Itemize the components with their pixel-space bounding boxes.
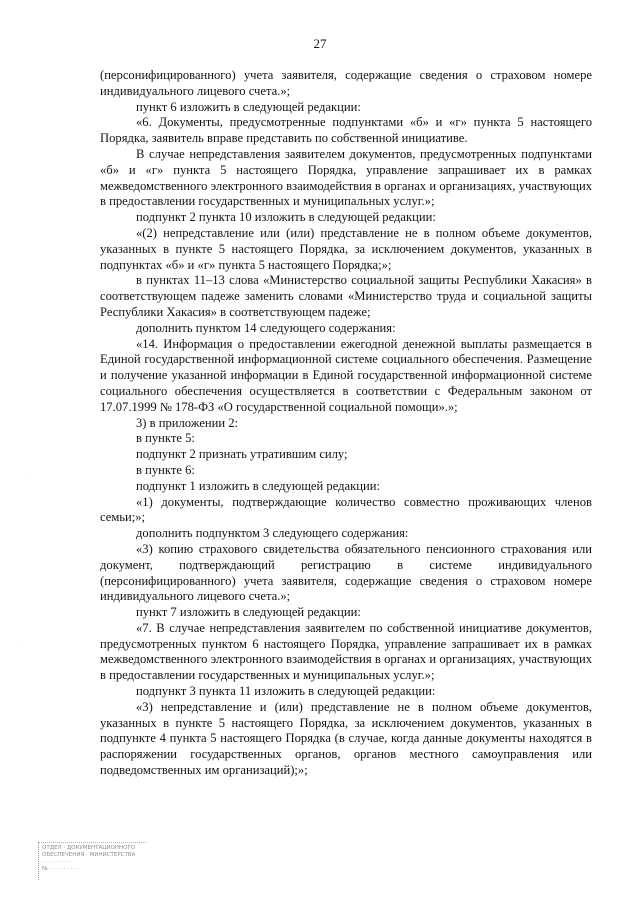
- paragraph: подпункт 3 пункта 11 изложить в следующей редакции:: [136, 684, 436, 699]
- paragraph: «3) копию страхового свидетельства обязательного пенсионного страхования или документ, подтверждающий регистрацию в системе индивидуального (персонифицированного) учета заявителя, содержащие сведения о страховом номере индивидуального лицевого счета.»;: [100, 541, 592, 604]
- paragraph: в пункте 6:: [136, 462, 195, 477]
- paragraph: 3) в приложении 2:: [136, 415, 239, 430]
- paragraph: В случае непредставления заявителем документов, предусмотренных подпунктами «б» и «г» пункта 5 настоящего Порядка, управление запрашивает их в рамках межведомственного электронного взаимодействия в органах и организациях, участвующих в предоставлении государственных и муниципальных услуг.»;: [100, 146, 592, 209]
- paragraph: подпункт 2 признать утратившим силу;: [136, 447, 348, 462]
- stamp-line: № · · · · · · · · ·: [42, 866, 80, 872]
- paragraph: «14. Информация о предоставлении ежегодной денежной выплаты размещается в Единой государственной информационной системе социального обеспечения. Размещение и получение указанной информации в Единой государственной информационной системе социального обеспечения осуществляется в соответствии с Федеральным законом от 17.07.1999 № 178-ФЗ «О государственной социальной помощи».»;: [100, 336, 592, 414]
- stamp-line: ОТДЕЛ · ДОКУМЕНТАЦИОННОГО: [42, 845, 136, 851]
- paragraph: дополнить подпунктом 3 следующего содержания:: [136, 526, 409, 541]
- paragraph: в пункте 5:: [136, 431, 195, 446]
- paragraph: подпункт 1 изложить в следующей редакции:: [136, 478, 380, 493]
- paragraph: «(2) непредставление или (или) представление не в полном объеме документов, указанных в пункте 5 настоящего Порядка, за исключением документов, указанных в подпунктах «б» и «г» пункта 5 настоящего Порядка;»;: [100, 225, 592, 272]
- page-number: 27: [313, 36, 327, 51]
- document-body: [100, 68, 592, 779]
- stamp-line: ОБЕСПЕЧЕНИЯ · МИНИСТЕРСТВА: [42, 852, 136, 858]
- paragraph: «1) документы, подтверждающие количество совместно проживающих членов семьи;»;: [100, 494, 592, 525]
- stamp-line: · · · · · · · · ·: [42, 859, 72, 865]
- scan-speck: ·: [28, 470, 30, 477]
- paragraph: подпункт 2 пункта 10 изложить в следующей редакции:: [136, 210, 436, 225]
- paragraph: пункт 6 изложить в следующей редакции:: [136, 99, 361, 114]
- paragraph: «7. В случае непредставления заявителем по собственной инициативе документов, предусмотренных пунктом 6 настоящего Порядка, управление запрашивает их в рамках межведомственного электронного взаимодействия в органах и организациях, участвующих в предоставлении государственных и муниципальных услуг.»;: [100, 620, 592, 683]
- paragraph: дополнить пунктом 14 следующего содержания:: [136, 320, 396, 335]
- registration-stamp: [38, 842, 146, 880]
- scan-speck: ·: [22, 640, 24, 647]
- paragraph: пункт 7 изложить в следующей редакции:: [136, 605, 361, 620]
- paragraph: «6. Документы, предусмотренные подпунктами «б» и «г» пункта 5 настоящего Порядка, заявитель вправе представить по собственной инициативе.: [100, 115, 592, 146]
- paragraph: в пунктах 11–13 слова «Министерство социальной защиты Республики Хакасия» в соответствующем падеже заменить словами «Министерство труда и социальной защиты Республики Хакасия» в соответствующем падеже;: [100, 273, 592, 319]
- paragraph: «3) непредставление и (или) представление не в полном объеме документов, указанных в пункте 5 настоящего Порядка, за исключением документов, указанных в подпункте 4 пункта 5 настоящего Порядка (в случае, когда данные документы находятся в распоряжении государственных органов, органов местного самоуправления или подведомственных им организаций);»;: [100, 699, 592, 778]
- paragraph: (персонифицированного) учета заявителя, содержащие сведения о страховом номере индивидуального лицевого счета.»;: [100, 68, 592, 98]
